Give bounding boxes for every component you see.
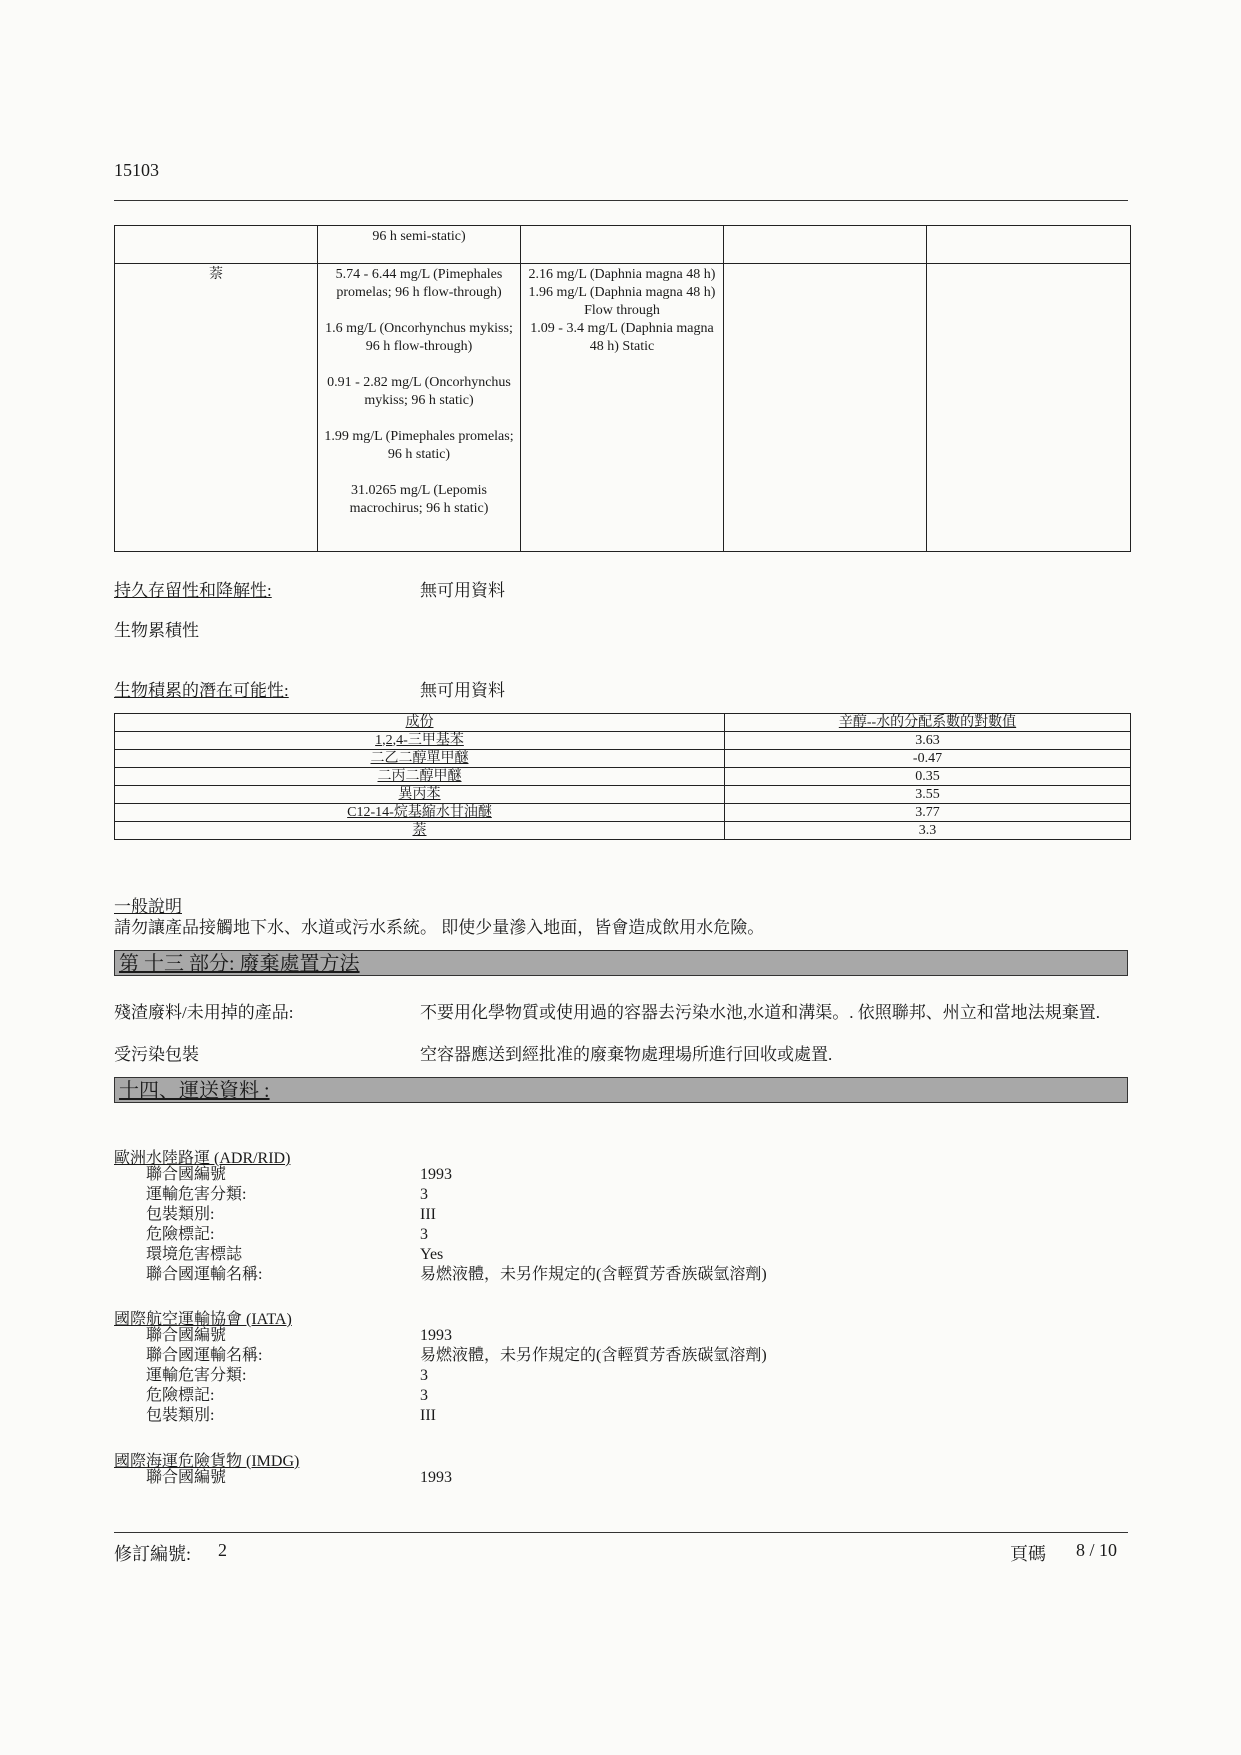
bioaccumulation-heading: 生物累積性 [114, 621, 199, 640]
fish-entry: 5.74 - 6.44 mg/L (Pimephales promelas; 96 h flow-through) [335, 267, 503, 300]
crustacea-entry: 1.96 mg/L (Daphnia magna 48 h) Flow through [528, 285, 716, 318]
eco-cell-crustacea [521, 226, 724, 264]
bioaccum-potential-value: 無可用資料 [420, 681, 505, 700]
adr-value: III [420, 1206, 436, 1223]
header-rule [114, 200, 1128, 201]
page-label: 頁碼 [1010, 1544, 1046, 1564]
iata-label: 聯合國運輸名稱: [146, 1347, 263, 1364]
document-number: 15103 [114, 160, 159, 180]
imdg-label: 聯合國編號 [146, 1469, 227, 1486]
contaminated-packaging-value: 空容器應送到經批准的廢棄物處理場所進行回收或處置. [420, 1045, 833, 1064]
koc-value: 3.63 [725, 732, 1131, 750]
revision-label: 修訂編號: [114, 1544, 192, 1564]
iata-heading: 國際航空運輸協會 (IATA) [114, 1311, 292, 1328]
eco-cell-name: 萘 [115, 264, 318, 552]
persistence-value: 無可用資料 [420, 581, 505, 600]
eco-cell-5 [927, 226, 1131, 264]
fish-entry: 0.91 - 2.82 mg/L (Oncorhynchus mykiss; 96 h static) [327, 375, 511, 408]
adr-label: 環境危害標誌 [146, 1246, 243, 1263]
koc-row [115, 822, 1131, 840]
ecotoxicity-table [114, 225, 1131, 552]
section-14-header [114, 1077, 1128, 1103]
general-text: 請勿讓產品接觸地下水、水道或污水系統。 即使少量滲入地面，皆會造成飲用水危險。 [114, 918, 765, 937]
section-14-title: 十四、運送資料 : [119, 1080, 270, 1102]
adr-value: 1993 [420, 1166, 452, 1183]
persistence-label: 持久存留性和降解性: [114, 581, 272, 600]
adr-label: 聯合國編號 [146, 1166, 227, 1183]
iata-label: 運輸危害分類: [146, 1367, 247, 1384]
iata-value: III [420, 1407, 436, 1424]
koc-component: 二丙二醇甲醚 [115, 768, 725, 786]
bioaccum-potential-label: 生物積累的潛在可能性: [114, 681, 289, 700]
iata-label: 包裝類別: [146, 1407, 215, 1424]
iata-value: 3 [420, 1387, 428, 1404]
eco-cell-4 [724, 226, 927, 264]
iata-value: 1993 [420, 1327, 452, 1344]
eco-cell-fish [318, 264, 521, 552]
koc-header-row [115, 714, 1131, 732]
imdg-value: 1993 [420, 1469, 452, 1486]
general-heading: 一般說明 [114, 897, 182, 916]
eco-cell-name [115, 226, 318, 264]
section-13-header [114, 950, 1128, 976]
koc-value: -0.47 [725, 750, 1131, 768]
fish-entry: 31.0265 mg/L (Lepomis macrochirus; 96 h static) [349, 483, 489, 516]
koc-value: 3.55 [725, 786, 1131, 804]
page-number: 8 / 10 [1076, 1540, 1118, 1560]
koc-row [115, 732, 1131, 750]
footer-rule [114, 1532, 1128, 1533]
koc-component: 1,2,4-三甲基苯 [115, 732, 725, 750]
adr-heading: 歐洲水陸路運 (ADR/RID) [114, 1150, 291, 1167]
fish-entry: 96 h semi-static) [372, 229, 466, 244]
iata-value: 易燃液體，未另作規定的(含輕質芳香族碳氫溶劑) [420, 1347, 767, 1364]
partition-coefficient-table [114, 713, 1131, 840]
section-13-title: 第 十三 部分: 廢棄處置方法 [119, 953, 360, 975]
adr-value: 3 [420, 1186, 428, 1203]
fish-entry: 1.6 mg/L (Oncorhynchus mykiss; 96 h flow-through) [325, 321, 513, 354]
koc-component: 萘 [115, 822, 725, 840]
koc-component: 異丙苯 [115, 786, 725, 804]
koc-value: 3.3 [725, 822, 1131, 840]
adr-label: 聯合國運輸名稱: [146, 1266, 263, 1283]
koc-component: 二乙二醇單甲醚 [115, 750, 725, 768]
koc-header-component: 成份 [115, 714, 725, 732]
koc-value: 3.77 [725, 804, 1131, 822]
koc-row [115, 804, 1131, 822]
eco-cell-fish [318, 226, 521, 264]
iata-value: 3 [420, 1367, 428, 1384]
waste-residue-value: 不要用化學物質或使用過的容器去污染水池,水道和溝渠。. 依照聯邦、州立和當地法規棄置. [420, 1003, 1100, 1022]
adr-label: 包裝類別: [146, 1206, 215, 1223]
eco-cell-4 [724, 264, 927, 552]
adr-value: 3 [420, 1226, 428, 1243]
koc-value: 0.35 [725, 768, 1131, 786]
koc-header-logkow: 辛醇--水的分配系數的對數值 [725, 714, 1131, 732]
fish-entry: 1.99 mg/L (Pimephales promelas; 96 h static) [324, 429, 514, 462]
iata-label: 危險標記: [146, 1387, 215, 1404]
adr-label: 運輸危害分類: [146, 1186, 247, 1203]
koc-row [115, 768, 1131, 786]
koc-component: C12-14-烷基縮水甘油醚 [115, 804, 725, 822]
koc-row [115, 750, 1131, 768]
iata-label: 聯合國編號 [146, 1327, 227, 1344]
eco-row [115, 264, 1131, 552]
eco-row [115, 226, 1131, 264]
crustacea-entry: 1.09 - 3.4 mg/L (Daphnia magna 48 h) Static [530, 321, 714, 354]
revision-number: 2 [218, 1540, 227, 1560]
eco-cell-crustacea [521, 264, 724, 552]
crustacea-entry: 2.16 mg/L (Daphnia magna 48 h) [528, 267, 716, 282]
contaminated-packaging-label: 受污染包裝 [114, 1045, 199, 1064]
koc-row [115, 786, 1131, 804]
adr-value: 易燃液體，未另作規定的(含輕質芳香族碳氫溶劑) [420, 1266, 767, 1283]
waste-residue-label: 殘渣廢料/未用掉的產品: [114, 1003, 294, 1022]
adr-label: 危險標記: [146, 1226, 215, 1243]
adr-value: Yes [420, 1246, 444, 1263]
eco-cell-5 [927, 264, 1131, 552]
imdg-heading: 國際海運危險貨物 (IMDG) [114, 1453, 300, 1470]
